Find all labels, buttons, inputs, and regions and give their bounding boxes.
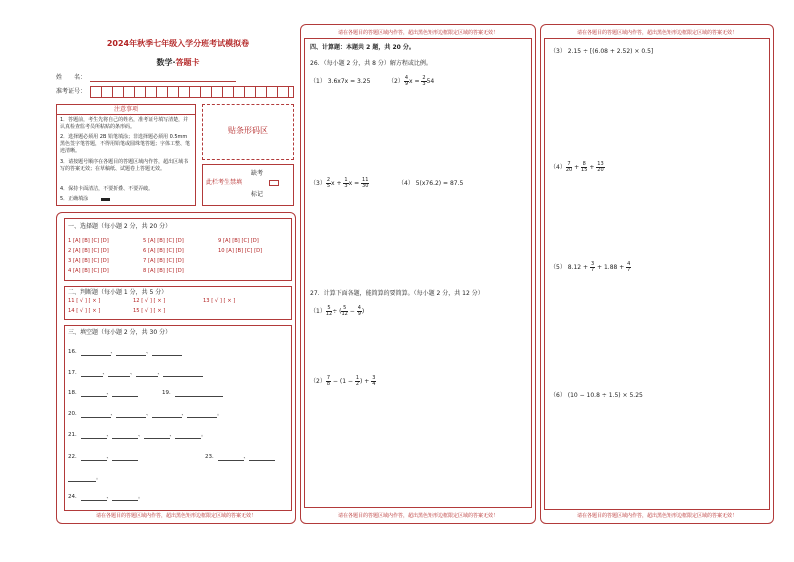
q27-1: （1） $\frac{5}{12}$ ÷ ( $\frac{5}{12}$ − $\frac{4}{9}$ ) bbox=[310, 305, 365, 317]
fill-q24[interactable]: 24． 、 。 bbox=[68, 494, 144, 500]
tf-q14[interactable]: 14 [ √ ] [ × ] bbox=[68, 308, 101, 314]
absent-box bbox=[202, 164, 294, 206]
absent-label: 缺考 bbox=[251, 170, 264, 177]
mc-q8[interactable]: 8 [A] [B] [C] [D] bbox=[143, 268, 184, 274]
id-grid[interactable] bbox=[90, 86, 294, 98]
mc-q5[interactable]: 5 [A] [B] [C] [D] bbox=[143, 238, 184, 244]
tf-q13[interactable]: 13 [ √ ] [ × ] bbox=[203, 298, 236, 304]
section1-title: 一、选择题（每小题 2 分，共 20 分） bbox=[68, 223, 172, 230]
section4-title: 四、计算题：本题共 2 题，共 20 分。 bbox=[310, 44, 415, 51]
name-label: 姓 名： bbox=[56, 74, 87, 81]
footer-col1: 请在各题目的答题区域内作答，超出黑色矩形边框限定区域的答案无效！ bbox=[95, 513, 256, 519]
exam-title: 2024年秋季七年级入学分班考试模拟卷 bbox=[106, 39, 250, 48]
fill-q23-cont[interactable]: 。 bbox=[68, 474, 102, 482]
tf-q15[interactable]: 15 [ √ ] [ × ] bbox=[133, 308, 166, 314]
q26-1: （1） 3.6x7x = 3.25 bbox=[310, 78, 371, 85]
fill-q20[interactable]: 20． 、 、 、 。 bbox=[68, 411, 223, 417]
col3-box bbox=[544, 38, 770, 510]
q27-5: （5） 8.12 + $\frac{3}{7}$ + 1.88 + $\frac{4}{7}$ bbox=[550, 261, 631, 273]
notes-item-2: 2．选择题必须用 2B 铅笔填涂；非选择题必须用 0.5mm 黑色签字笔答题，不得用铅笔或圆珠笔答题；字体工整、笔迹清晰。 bbox=[60, 134, 191, 154]
mc-q10[interactable]: 10 [A] [B] [C] [D] bbox=[218, 248, 263, 254]
q27-6: （6） (10 − 10.8 ÷ 1.5) × 5.25 bbox=[550, 392, 643, 399]
mc-q3[interactable]: 3 [A] [B] [C] [D] bbox=[68, 258, 109, 264]
mc-q2[interactable]: 2 [A] [B] [C] [D] bbox=[68, 248, 109, 254]
notes-item-3: 3．请按题号顺序在各题目的答题区域内作答，超出区域书写的答案无效；在草稿纸、试题卷上答题无效。 bbox=[60, 159, 189, 172]
header-col3: 请在各题目的答题区域内作答，超出黑色矩形边框限定区域的答案无效！ bbox=[576, 30, 737, 36]
q26-4: （4） 5(x76.2) = 87.5 bbox=[398, 180, 464, 187]
fill-q18[interactable]: 18． 、 bbox=[68, 389, 138, 397]
q26-intro: 26．（每小题 2 分，共 8 分）解方程或比例。 bbox=[310, 60, 432, 67]
q27-4: （4） $\frac{7}{20}$ + $\frac{8}{15}$ + $\frac{13}{20}$ bbox=[550, 161, 604, 173]
absent-checkbox[interactable] bbox=[269, 180, 279, 186]
fill-q23[interactable]: 23． 、 bbox=[205, 453, 275, 461]
absent-mark-label: 标记 bbox=[251, 191, 264, 198]
card-label: 答题卡 bbox=[175, 58, 200, 67]
q27-3: （3） 2.15 ÷ [(6.08 + 2.52) × 0.5] bbox=[550, 48, 654, 55]
mc-q4[interactable]: 4 [A] [B] [C] [D] bbox=[68, 268, 109, 274]
mc-q7[interactable]: 7 [A] [B] [C] [D] bbox=[143, 258, 184, 264]
q27-intro: 27．计算下面各题，能简算的要简算。（每小题 2 分，共 12 分） bbox=[310, 290, 484, 297]
barcode-label: 贴条形码区 bbox=[228, 126, 268, 135]
notes-box bbox=[56, 104, 196, 206]
subject-line bbox=[62, 57, 294, 68]
notes-item-1: 1．答题前，考生先将自己的姓名，准考证号填写清楚，并认真检查监考员所粘贴的条形码。 bbox=[60, 117, 189, 130]
q26-3: （3） $\frac{2}{5}$ x + $\frac{1}{3}$ x = $\frac{11}{30}$ bbox=[310, 177, 369, 189]
fill-q21[interactable]: 21． 、 、 、 。 bbox=[68, 432, 207, 438]
notes-title: 注意事项 bbox=[57, 105, 195, 115]
tf-q12[interactable]: 12 [ √ ] [ × ] bbox=[133, 298, 166, 304]
name-input[interactable] bbox=[90, 80, 236, 82]
example-label: 5．正确填涂 bbox=[60, 196, 89, 202]
id-label: 准考证号： bbox=[56, 88, 87, 95]
absent-note: 此栏考生禁填 bbox=[206, 179, 243, 186]
mc-q6[interactable]: 6 [A] [B] [C] [D] bbox=[143, 248, 184, 254]
q27-2: （2） $\frac{7}{8}$ − (1 − $\frac{1}{2}$ ) + $\frac{3}{4}$ bbox=[310, 375, 376, 387]
footer-col2: 请在各题目的答题区域内作答，超出黑色矩形边框限定区域的答案无效！ bbox=[337, 513, 498, 519]
fill-q19[interactable]: 19． bbox=[162, 389, 223, 397]
notes-item-4: 4．保持卡面清洁，不要折叠、不要弄破。 bbox=[60, 186, 154, 192]
fill-q17[interactable]: 17． 、 、 、 bbox=[68, 369, 203, 377]
header-col2: 请在各题目的答题区域内作答，超出黑色矩形边框限定区域的答案无效！ bbox=[337, 30, 498, 36]
section2-title: 二、判断题（每小题 1 分，共 5 分） bbox=[68, 289, 168, 296]
footer-col3: 请在各题目的答题区域内作答，超出黑色矩形边框限定区域的答案无效！ bbox=[576, 513, 737, 519]
section4-box bbox=[304, 38, 532, 508]
subject-sep: · bbox=[172, 58, 176, 67]
filled-example-icon bbox=[101, 198, 110, 201]
mc-q9[interactable]: 9 [A] [B] [C] [D] bbox=[218, 238, 259, 244]
subject-label: 数学 bbox=[156, 58, 173, 67]
fill-q22[interactable]: 22． 、 bbox=[68, 453, 138, 461]
q26-2: （2） $\frac{4}{9}$ x = $\frac{2}{3}$ 54 bbox=[388, 75, 435, 87]
mc-q1[interactable]: 1 [A] [B] [C] [D] bbox=[68, 238, 109, 244]
barcode-area bbox=[202, 104, 294, 160]
tf-q11[interactable]: 11 [ √ ] [ × ] bbox=[68, 298, 101, 304]
fill-q16[interactable]: 16． 、 、 bbox=[68, 348, 182, 356]
section3-title: 三、填空题（每小题 2 分，共 30 分） bbox=[68, 329, 172, 336]
